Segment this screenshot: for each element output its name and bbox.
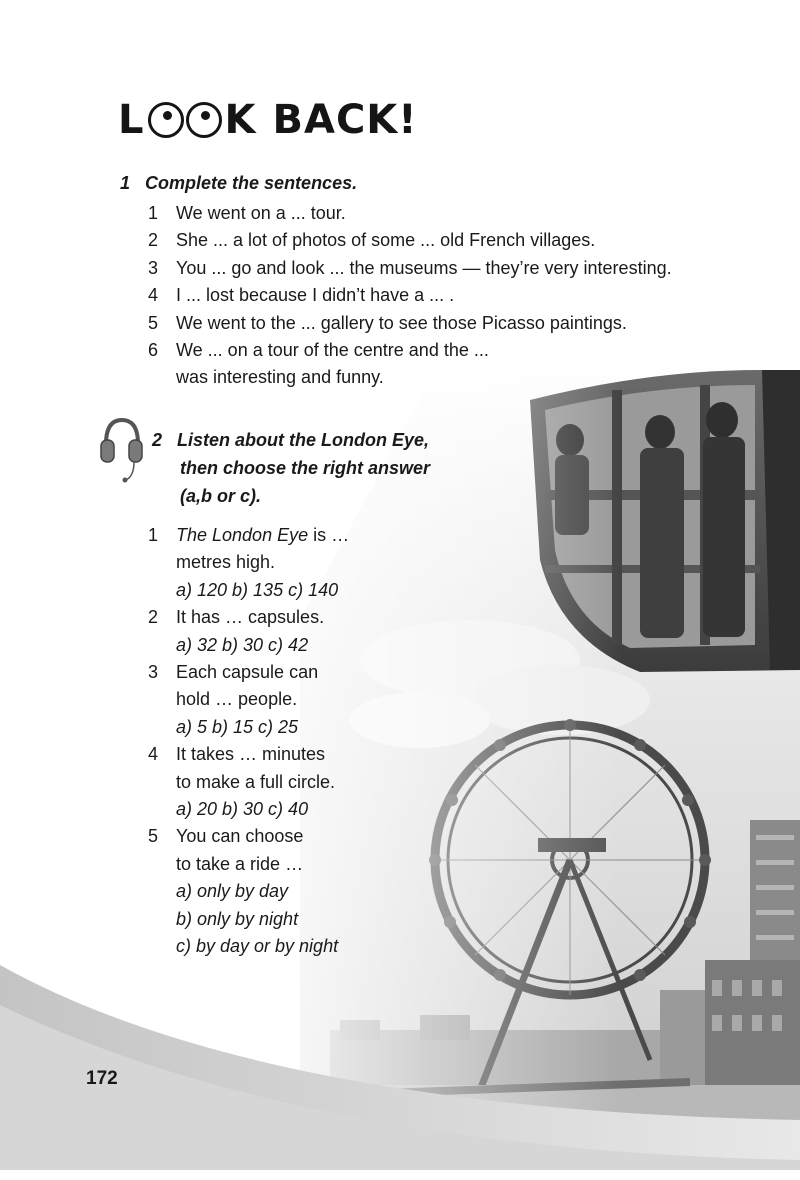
look-back-title [118,92,418,148]
list-item: 3 Each capsule can hold … people. a) 5 b) 15 c) 25 [148,662,319,737]
headphones-icon [98,414,144,484]
exercise-1-number: 1 [120,173,131,193]
page-number: 172 [86,1068,118,1089]
list-item: 2 It has … capsules. a) 32 b) 30 c) 42 [148,607,325,655]
exercise-1-list [148,200,768,392]
list-item: 1 The London Eye is … metres high. a) 120 b) 135 c) 140 [148,525,350,600]
exercise-2-instruction-line3: (a,b or c). [180,486,262,506]
list-item: 1 We went on a ... tour. [148,203,346,223]
list-item: 2 She ... a lot of photos of some ... old French villages. [148,230,596,251]
list-item: 6 We ... on a tour of the centre and the ... was interesting and funny. [148,340,489,388]
exercise-2-instruction-line2: then choose the right answer [180,458,431,478]
list-item: 3 You ... go and look ... the museums — they’re very interesting. [148,257,672,278]
title-word-back: BACK! [272,97,418,143]
exercise-2-list [148,522,448,961]
list-item: 4 I ... lost because I didn’t have a ... . [148,285,455,306]
exercise-1-heading [120,169,357,197]
exercise-2-instruction-line1: Listen about the London Eye, [177,430,430,450]
title-letter-k: K [224,97,257,143]
exercise-2-number: 2 [152,430,163,450]
eye-left-icon [148,102,184,138]
eye-right-icon [186,102,222,138]
eyes-icon [147,102,223,138]
exercise-1-instruction: Complete the sentences. [145,173,358,193]
list-item: 5 You can choose to take a ride … a) only by day b) only by night c) by day or by night [148,826,339,957]
list-item: 5 We went to the ... gallery to see those Picasso paintings. [148,312,627,333]
list-item: 4 It takes … minutes to make a full circle. a) 20 b) 30 c) 40 [148,744,336,820]
title-letter-l: L [118,97,145,143]
exercise-2-heading [152,426,430,510]
